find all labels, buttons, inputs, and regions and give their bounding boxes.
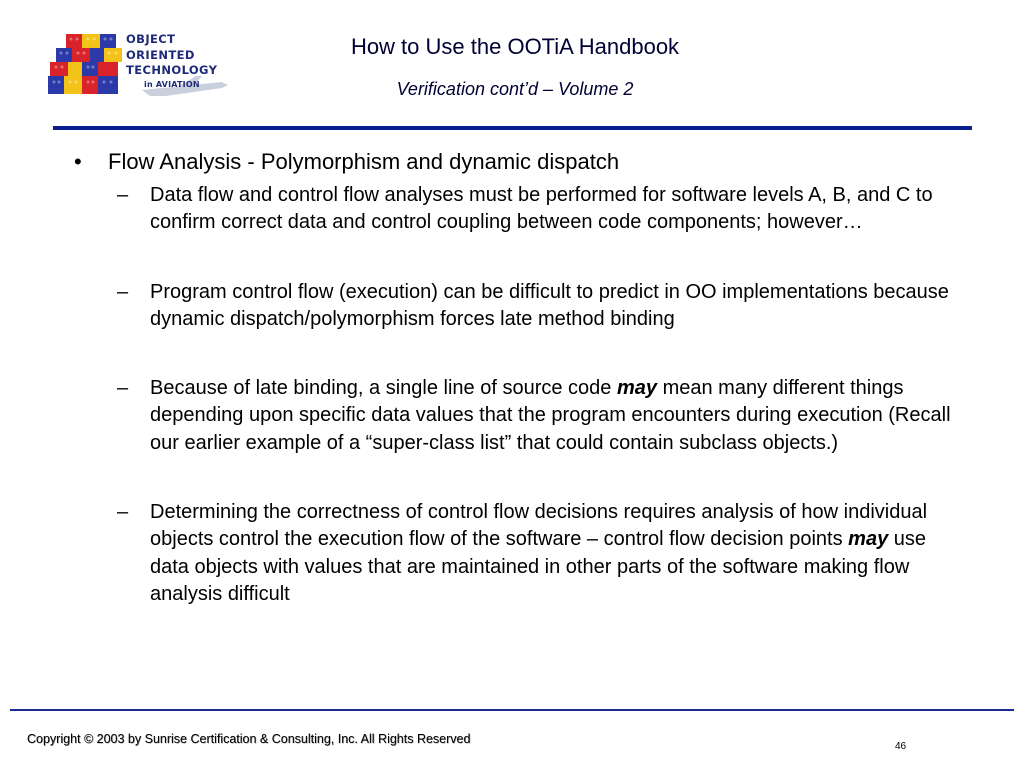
ootia-logo	[46, 30, 230, 100]
sub-bullet-text	[150, 499, 960, 608]
header-divider	[53, 126, 972, 130]
logo-line-technology: TECHNOLOGY	[126, 63, 218, 77]
slide-title: How to Use the OOTiA Handbook	[350, 34, 680, 59]
emphasis-may: may	[848, 528, 889, 551]
dash-mark: –	[117, 280, 129, 303]
logo-aviation-word: AVIATION	[155, 79, 200, 89]
page-number: 46	[895, 741, 907, 752]
slide-subtitle: Verification cont’d – Volume 2	[396, 79, 634, 99]
sub-bullet-item	[114, 182, 968, 237]
logo-line-object: OBJECT	[126, 32, 176, 46]
bullet-heading: Flow Analysis - Polymorphism and dynamic dispatch	[108, 149, 620, 174]
footer-divider	[10, 709, 1014, 711]
emphasis-may: may	[616, 377, 658, 400]
sub-bullet-text-part: Determining the correctness of control flow decisions requires analysis of how individual objects control the execution flow of the software – control flow decision points	[150, 501, 928, 551]
logo-in-word: in	[144, 79, 156, 89]
sub-bullet-text	[150, 375, 960, 457]
sub-bullet-item	[114, 279, 968, 334]
sub-bullet-text-part: Because of late binding, a single line of source code	[150, 377, 617, 400]
logo-line-aviation	[126, 79, 217, 91]
sub-bullet-text: Program control flow (execution) can be difficult to predict in OO implementations because dynamic dispatch/polymorphism forces late method binding	[150, 280, 949, 330]
sub-bullet-text-part: mean many different things depending upon specific data values that the program encounters during execution (Recall our earlier example of a “super-class list” that could contain subclass objects.)	[150, 377, 951, 454]
bullet-mark: •	[74, 149, 82, 174]
logo-line-oriented: ORIENTED	[126, 47, 195, 62]
copyright-notice: Copyright © 2003 by Sunrise Certification & Consulting, Inc. All Rights Reserved	[27, 732, 471, 746]
dash-mark: –	[117, 184, 129, 206]
bullet-item	[68, 148, 968, 176]
sub-bullet-item	[114, 499, 968, 608]
logo-wordmark	[126, 32, 217, 91]
dash-mark: –	[117, 501, 129, 524]
slide-body	[68, 148, 968, 650]
sub-bullet-text-part: use data objects with values that are maintained in other parts of the software making flow analysis difficult	[150, 528, 926, 605]
sub-bullet-text: Data flow and control flow analyses must be performed for software levels A, B, and C to confirm correct data and control coupling between code components; however…	[150, 184, 933, 234]
dash-mark: –	[117, 377, 129, 400]
sub-bullet-item	[114, 375, 968, 457]
